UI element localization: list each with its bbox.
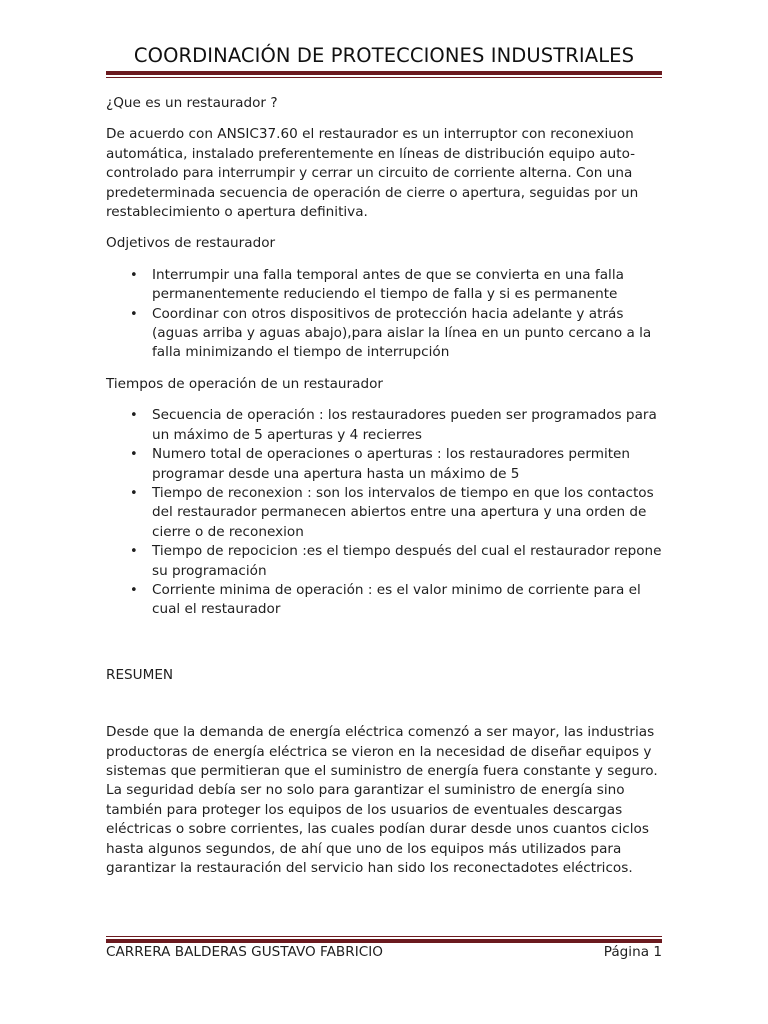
question-line: ¿Que es un restaurador ? (106, 95, 278, 111)
list-item-text: Corriente minima de operación : es el valor minimo de corriente para el cual el restaurador (152, 581, 641, 618)
bullet-icon: • (130, 447, 138, 463)
header-rule-thin (106, 77, 662, 78)
list-item (130, 445, 666, 484)
footer-rule (106, 936, 662, 943)
times-heading: Tiempos de operación de un restaurador (106, 375, 383, 392)
page-number: Página 1 (603, 944, 662, 960)
footer-rule-thick (106, 939, 662, 943)
bullet-icon: • (130, 544, 138, 560)
objectives-heading: Odjetivos de restaurador (106, 235, 276, 252)
list-item (130, 305, 666, 363)
bullet-icon: • (130, 582, 138, 598)
list-item-text: Tiempo de reconexion : son los intervalos de tiempo en que los contactos del restaurador permanecen abiertos entre una apertura y una orden de cierre o de reconexion (152, 484, 654, 540)
list-item-text: Tiempo de repocicion :es el tiempo después del cual el restaurador repone su programación (152, 543, 662, 579)
spacer (106, 685, 666, 723)
header-rule-thick (106, 71, 662, 75)
list-item-text: Secuencia de operación : los restauradores pueden ser programados para un máximo de 5 aperturas y 4 recierres (152, 407, 657, 443)
list-item (130, 406, 666, 445)
header-rule (106, 71, 662, 78)
summary-heading: RESUMEN (106, 666, 174, 683)
bullet-icon: • (130, 485, 138, 501)
list-item (130, 581, 666, 620)
spacer (106, 632, 666, 666)
list-item (130, 542, 666, 581)
document-body (106, 94, 666, 878)
list-item (130, 266, 666, 305)
list-item (130, 484, 666, 542)
page-title: COORDINACIÓN DE PROTECCIONES INDUSTRIALES (133, 44, 635, 67)
summary-paragraph: Desde que la demanda de energía eléctrica comenzó a ser mayor, las industrias productoras de energía eléctrica se vieron en la necesidad de diseñar equipos y sistemas que permitieran que el suministro de energía fuera constante y seguro. La seguridad debía ser no solo para garantizar el suministro de energía sino también para proteger los equipos de los usuarios de eventuales descargas eléctricas o sobre corrientes, las cuales podían durar desde unos cuantos ciclos hasta algunos segundos, de ahí que uno de los equipos más utilizados para garantizar la restauración del servicio han sido los reconectadotes eléctricos. (106, 724, 658, 876)
bullet-icon: • (130, 408, 138, 424)
list-item-text: Numero total de operaciones o aperturas : los restauradores permiten programar desde una apertura hasta un máximo de 5 (152, 446, 631, 482)
definition-paragraph: De acuerdo con ANSIC37.60 el restaurador es un interruptor con reconexiuon automática, instalado preferentemente en líneas de distribución equipo auto-controlado para interrumpir y cerrar un circuito de corriente alterna. Con una predeterminada secuencia de operación de cierre o apertura, seguidas por un restablecimiento o apertura definitiva. (106, 126, 639, 221)
footer-author: CARRERA BALDERAS GUSTAVO FABRICIO (106, 944, 383, 960)
bullet-icon: • (130, 267, 138, 283)
footer-rule-thin (106, 936, 662, 937)
times-list (106, 406, 666, 619)
list-item-text: Interrumpir una falla temporal antes de que se convierta en una falla permanentemente reduciendo el tiempo de falla y si es permanente (152, 266, 624, 303)
objectives-list (106, 266, 666, 363)
list-item-text: Coordinar con otros dispositivos de protección hacia adelante y atrás (aguas arriba y aguas abajo),para aislar la línea en un punto cercano a la falla minimizando el tiempo de interrupción (152, 305, 652, 361)
bullet-icon: • (130, 306, 138, 322)
